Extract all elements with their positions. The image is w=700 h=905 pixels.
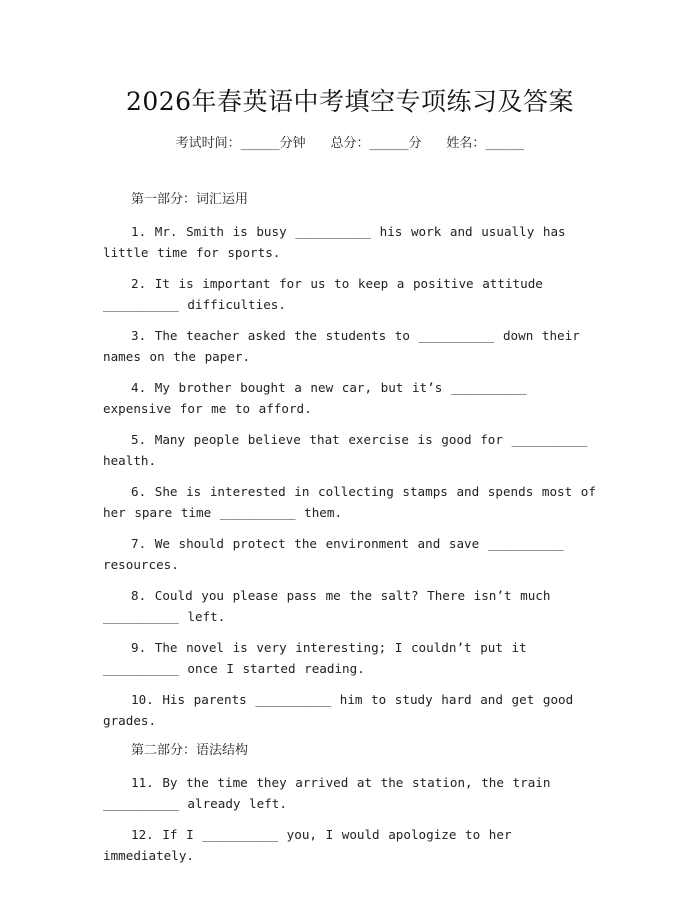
question-text: She is interested in collecting stamps and spends most of her spare time __________ them.	[103, 484, 596, 520]
question-number: 1.	[131, 224, 147, 239]
question-number: 8.	[131, 588, 147, 603]
question-text: It is important for us to keep a positive attitude __________ difficulties.	[103, 276, 543, 312]
question-item	[103, 481, 603, 523]
question-item	[103, 221, 603, 263]
name-label: 姓名：	[446, 136, 486, 151]
question-text: My brother bought a new car, but it’s __________ expensive for me to afford.	[103, 380, 527, 416]
exam-time-unit: 分钟	[279, 136, 306, 151]
question-number: 2.	[131, 276, 147, 291]
score-unit: 分	[408, 136, 422, 151]
question-text: By the time they arrived at the station, the train __________ already left.	[103, 775, 551, 811]
name-blank: ______	[485, 136, 525, 151]
question-item	[103, 824, 603, 866]
question-item	[103, 689, 603, 731]
question-item	[103, 325, 603, 367]
question-number: 5.	[131, 432, 147, 447]
question-item	[103, 429, 603, 471]
question-text: Mr. Smith is busy __________ his work and usually has little time for sports.	[103, 224, 566, 260]
question-text: The novel is very interesting; I couldn’t put it __________ once I started reading.	[103, 640, 527, 676]
question-number: 7.	[131, 536, 147, 551]
question-item	[103, 533, 603, 575]
score-label: 总分：	[330, 136, 370, 151]
question-number: 4.	[131, 380, 147, 395]
question-item	[103, 585, 603, 627]
question-text: His parents __________ him to study hard and get good grades.	[103, 692, 574, 728]
question-text: The teacher asked the students to __________ down their names on the paper.	[103, 328, 580, 364]
question-number: 9.	[131, 640, 147, 655]
exam-time-label: 考试时间：	[175, 136, 241, 151]
question-text: We should protect the environment and save __________ resources.	[103, 536, 564, 572]
section-title-vocabulary: 第一部分：词汇运用	[131, 192, 249, 207]
question-number: 3.	[131, 328, 147, 343]
question-number: 12.	[131, 827, 154, 842]
question-item	[103, 273, 603, 315]
question-item	[103, 377, 603, 419]
score-blank: ______	[369, 136, 409, 151]
question-item	[103, 772, 603, 814]
question-number: 6.	[131, 484, 147, 499]
question-text: If I __________ you, I would apologize to her immediately.	[103, 827, 512, 863]
question-number: 11.	[131, 775, 154, 790]
page-title: 2026年春英语中考填空专项练习及答案	[125, 87, 575, 116]
exam-time-blank: ______	[240, 136, 280, 151]
question-text: Could you please pass me the salt? There isn’t much __________ left.	[103, 588, 551, 624]
document-content	[103, 190, 603, 866]
exam-info	[0, 132, 700, 151]
question-text: Many people believe that exercise is good for __________ health.	[103, 432, 588, 468]
question-number: 10.	[131, 692, 154, 707]
question-item	[103, 637, 603, 679]
section-title-grammar: 第二部分：语法结构	[131, 743, 249, 758]
